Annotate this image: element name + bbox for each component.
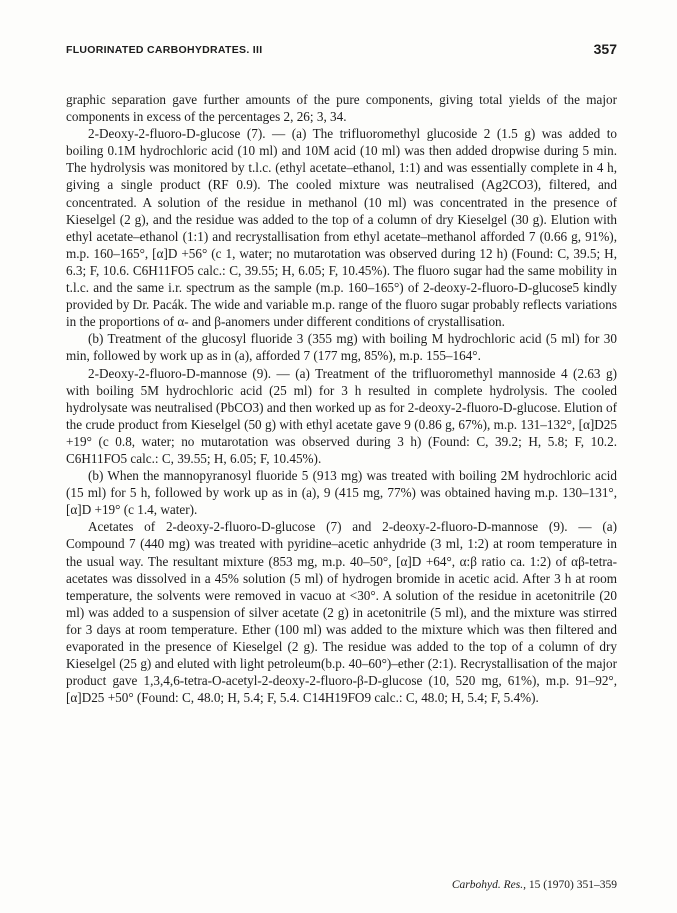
page-number: 357 — [593, 41, 617, 57]
article-body — [66, 91, 617, 706]
footer-citation: 15 (1970) 351–359 — [528, 879, 617, 891]
paragraph-continuation: graphic separation gave further amounts of the pure components, giving total yields of the major components in excess of the percentages 2, 26; 3, 34. — [66, 92, 617, 125]
paragraph-mannose-a: 2-Deoxy-2-fluoro-D-mannose (9). — (a) Treatment of the trifluoromethyl mannoside 4 (2.63 g) with boiling 5M hydrochloric acid (25 ml) for 3 h resulted in complete hydrolysis. The cooled hydrolysate was neutralised (PbCO3) and then worked up as for 2-deoxy-2-fluoro-D-glucose. Elution of the crude product from Kieselgel (50 g) with ethyl acetate gave 9 (0.86 g, 67%), m.p. 131–132°, [α]D25 +19° (c 0.8, water; no mutarotation was observed during 3 h) (Found: C, 39.2; H, 5.8; F, 10.2. C6H11FO5 calc.: C, 39.55; H, 6.05; F, 10.45%). — [66, 365, 617, 466]
running-head: FLUORINATED CARBOHYDRATES. III — [66, 44, 263, 56]
page-footer — [452, 879, 617, 891]
page-header — [66, 41, 617, 61]
paragraph-glucose-b: (b) Treatment of the glucosyl fluoride 3 (355 mg) with boiling M hydrochloric acid (5 ml) for 30 min, followed by work up as in (a), afforded 7 (177 mg, 85%), m.p. 155–164°. — [66, 331, 617, 364]
paragraph-acetates: Acetates of 2-deoxy-2-fluoro-D-glucose (7) and 2-deoxy-2-fluoro-D-mannose (9). — (a) Compound 7 (440 mg) was treated with pyridine–acetic anhydride (3 ml, 1:2) at room temperature in the usual way. The resultant mixture (853 mg, m.p. 40–50°, [α]D +64°, α:β ratio ca. 1:2) of αβ-tetra-acetates was dissolved in a 45% solution (5 ml) of hydrogen bromide in acetic acid. After 3 h at room temperature, the solvents were removed in vacuo at <30°. A solution of the residue in acetonitrile (20 ml) was added to a suspension of silver acetate (2 g) in acetonitrile (5 ml), and the mixture was stirred for 3 days at room temperature. Ether (100 ml) was added to the mixture which was then filtered and evaporated in the presence of Kieselgel (2 g). The residue was added to the top of a column of dry Kieselgel (25 g) and eluted with light petroleum(b.p. 40–60°)–ether (2:1). Recrystallisation of the major product gave 1,3,4,6-tetra-O-acetyl-2-deoxy-2-fluoro-β-D-glucose (10, 520 mg, 61%), m.p. 91–92°, [α]D25 +50° (Found: C, 48.0; H, 5.4; F, 5.4. C14H19FO9 calc.: C, 48.0; H, 5.4; F, 5.4%). — [66, 519, 617, 706]
paragraph-glucose-a: 2-Deoxy-2-fluoro-D-glucose (7). — (a) The trifluoromethyl glucoside 2 (1.5 g) was added to boiling 0.1M hydrochloric acid (10 ml) and 10M acid (10 ml) was then added dropwise during 5 min. The hydrolysis was monitored by t.l.c. (ethyl acetate–ethanol, 1:1) and was essentially complete in 4 h, giving a single product (RF 0.9). The cooled mixture was neutralised (Ag2CO3), filtered, and concentrated. A solution of the residue in methanol (10 ml) was concentrated in the presence of Kieselgel (2 g), and the residue was added to the top of a column of dry Kieselgel (30 g). Elution with ethyl acetate–ethanol (1:1) and recrystallisation from ethyl acetate–methanol afforded 7 (0.66 g, 91%), m.p. 160–165°, [α]D +56° (c 1, water; no mutarotation was observed during 12 h) (Found: C, 39.5; H, 6.3; F, 10.6. C6H11FO5 calc.: C, 39.55; H, 6.05; F, 10.45%). The fluoro sugar had the same mobility in t.l.c. and the same i.r. spectrum as the sample (m.p. 160–165°) of 2-deoxy-2-fluoro-D-glucose5 kindly provided by Dr. Pacák. The wide and variable m.p. range of the fluoro sugar probably reflects variations in the proportions of α- and β-anomers under different conditions of crystallisation. — [66, 126, 617, 330]
footer-journal: Carbohyd. Res., — [451, 879, 526, 891]
paragraph-mannose-b: (b) When the mannopyranosyl fluoride 5 (913 mg) was treated with boiling 2M hydrochloric acid (15 ml) for 5 h, followed by work up as in (a), 9 (415 mg, 77%) was obtained having m.p. 130–131°, [α]D +19° (c 1.4, water). — [66, 468, 617, 518]
